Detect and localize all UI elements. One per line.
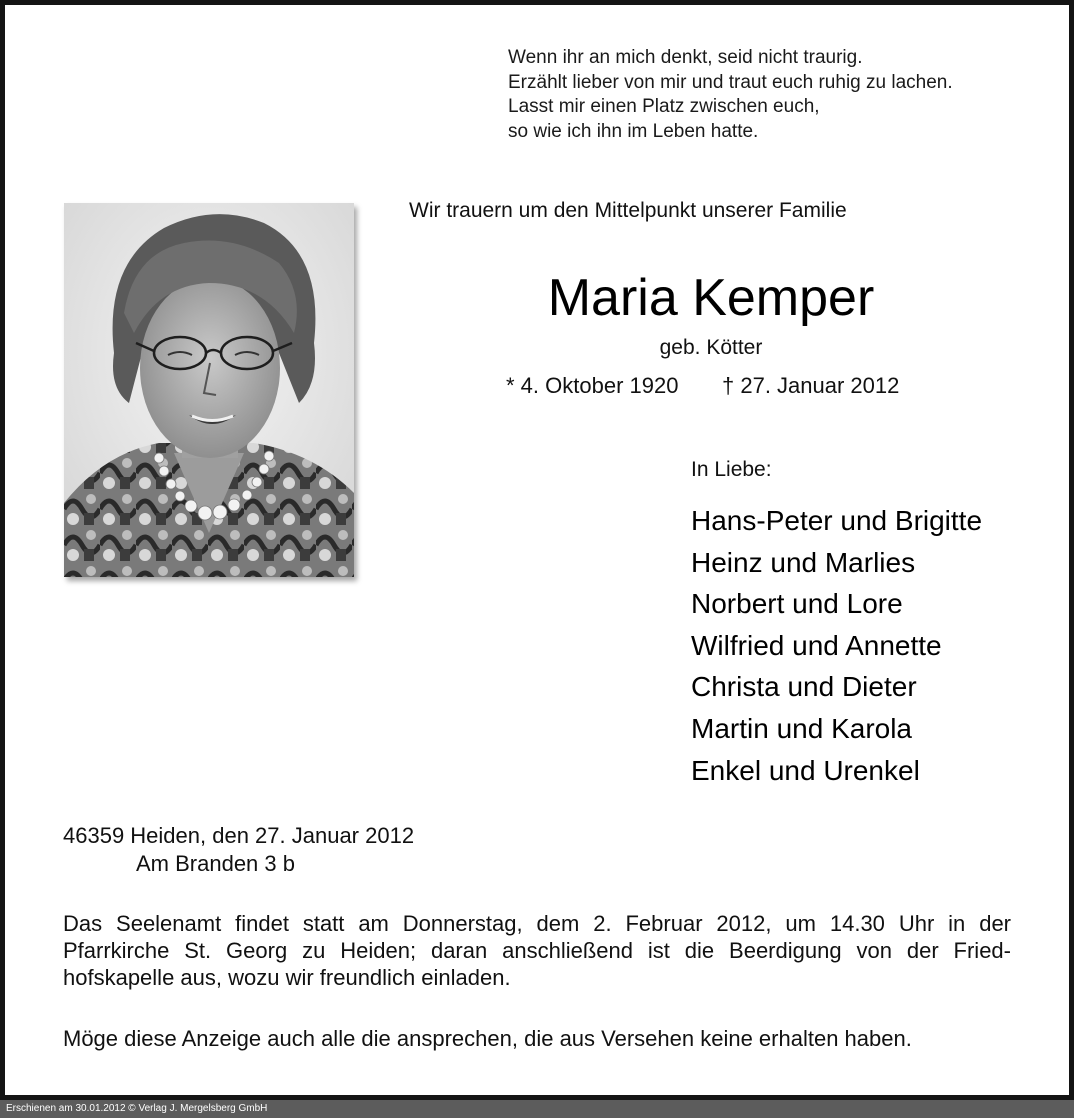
mourner-entry: Heinz und Marlies bbox=[691, 546, 916, 578]
publication-credit: Erschienen am 30.01.2012 © Verlag J. Mergelsberg GmbH bbox=[6, 1103, 268, 1114]
portrait-photo bbox=[64, 203, 354, 577]
mourner-entry: Wilfried und Annette bbox=[691, 629, 942, 661]
funeral-notice bbox=[63, 910, 1011, 991]
publication-footer bbox=[0, 1100, 1074, 1118]
mourner-entry: Norbert und Lore bbox=[691, 588, 903, 620]
mourner-entry: Martin und Karola bbox=[691, 712, 913, 744]
intro-line: Wir trauern um den Mittelpunkt unserer Familie bbox=[409, 199, 847, 222]
funeral-notice-line: Das Seelenamt findet statt am Donnerstag, dem 2. Februar 2012, um 14.30 Uhr in der bbox=[63, 911, 1011, 936]
poem-line: so wie ich ihn im Leben hatte. bbox=[508, 120, 759, 142]
funeral-notice-line: hofskapelle aus, wozu wir freundlich einladen. bbox=[63, 965, 511, 990]
mourner-entry: Hans-Peter und Brigitte bbox=[691, 505, 983, 536]
mourners-label: In Liebe: bbox=[691, 458, 772, 481]
closing-note: Möge diese Anzeige auch alle die ansprechen, die aus Versehen keine erhalten haben. bbox=[63, 1026, 912, 1051]
poem-line: Erzählt lieber von mir und traut euch ruhig zu lachen. bbox=[508, 71, 953, 93]
address: Am Branden 3 b bbox=[136, 851, 295, 876]
death-date: † 27. Januar 2012 bbox=[722, 373, 900, 398]
poem-line: Lasst mir einen Platz zwischen euch, bbox=[508, 96, 820, 117]
poem bbox=[508, 46, 953, 144]
poem-line: Wenn ihr an mich denkt, seid nicht traurig. bbox=[508, 47, 863, 68]
mourner-entry: Enkel und Urenkel bbox=[691, 754, 920, 786]
portrait-illustration bbox=[64, 203, 354, 577]
place-date: 46359 Heiden, den 27. Januar 2012 bbox=[63, 823, 415, 848]
mourners-list bbox=[691, 500, 982, 791]
funeral-notice-line: Pfarrkirche St. Georg zu Heiden; daran anschließend ist die Beerdigung von der Fried- bbox=[63, 938, 1011, 963]
deceased-name: Maria Kemper bbox=[547, 269, 875, 327]
birth-date: * 4. Oktober 1920 bbox=[506, 373, 679, 398]
maiden-name: geb. Kötter bbox=[659, 336, 763, 359]
mourner-entry: Christa und Dieter bbox=[691, 671, 917, 703]
